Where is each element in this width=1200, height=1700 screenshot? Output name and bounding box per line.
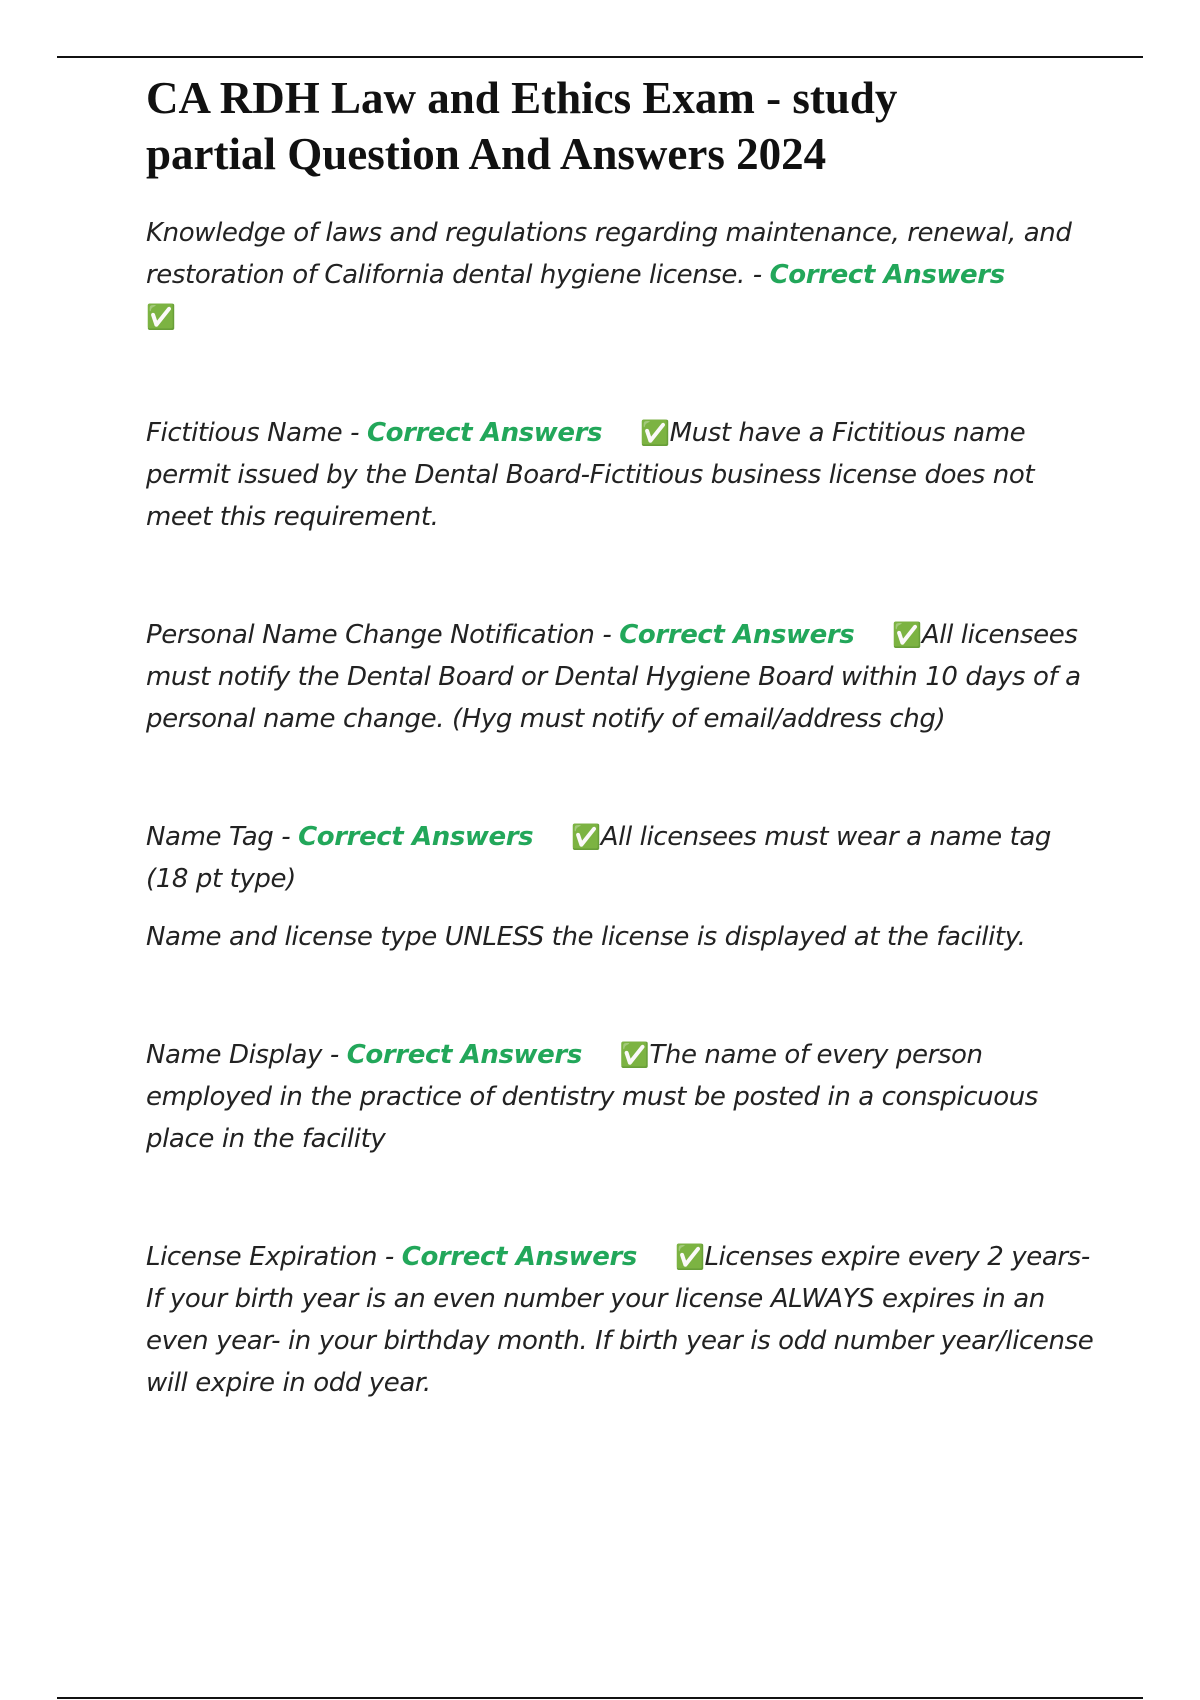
check-icon: ✅ <box>640 419 670 447</box>
correct-answers-label: Correct Answers <box>619 620 855 650</box>
qa-item-name-display <box>146 1034 1096 1160</box>
title-line-2: partial Question And Answers 2024 <box>146 129 827 179</box>
separator: - <box>273 822 299 852</box>
separator: - <box>744 260 770 290</box>
intro-text: Knowledge of laws and regulations regarding maintenance, renewal, and restoration of California dental hygiene license. <box>146 218 1072 290</box>
document-body <box>146 70 1096 1404</box>
qa-term: Name Tag <box>146 822 274 852</box>
check-icon: ✅ <box>146 303 176 331</box>
qa-extra-note: Name and license type UNLESS the license is displayed at the facility. <box>146 922 1026 952</box>
qa-answer: The name of every person employed in the practice of dentistry must be posted in a conspicuous place in the facility <box>146 1040 1038 1154</box>
bottom-rule <box>57 1697 1143 1699</box>
check-icon: ✅ <box>571 823 601 851</box>
qa-item-license-expiration <box>146 1236 1096 1404</box>
qa-term: Personal Name Change Notification <box>146 620 595 650</box>
qa-item-fictitious-name <box>146 412 1096 538</box>
correct-answers-label: Correct Answers <box>401 1242 637 1272</box>
qa-item-personal-name-change <box>146 614 1096 740</box>
separator: - <box>594 620 620 650</box>
correct-answers-label: Correct Answers <box>298 822 534 852</box>
qa-term: Name Display <box>146 1040 323 1070</box>
intro-block <box>146 212 1096 338</box>
check-icon: ✅ <box>892 621 922 649</box>
qa-term: License Expiration <box>146 1242 378 1272</box>
check-icon: ✅ <box>619 1041 650 1069</box>
qa-item-name-tag <box>146 816 1096 958</box>
top-rule <box>57 56 1143 58</box>
correct-answers-label: Correct Answers <box>366 418 603 448</box>
separator: - <box>342 418 367 448</box>
correct-answers-label: Correct Answers <box>346 1040 582 1070</box>
qa-answer: Licenses expire every 2 years- If your birth year is an even number your license ALWAYS expires in an even year- in your birthday month. If birth year is odd number year/license will expire in odd year. <box>146 1242 1094 1398</box>
correct-answers-label: Correct Answers <box>769 260 1005 290</box>
qa-answer: All licensees must wear a name tag (18 pt type) <box>146 822 1051 894</box>
qa-term: Fictitious Name <box>146 418 343 448</box>
page-title <box>146 70 1096 182</box>
separator: - <box>322 1040 347 1070</box>
qa-answer: Must have a Fictitious name permit issued by the Dental Board-Fictitious business license does not meet this requirement. <box>146 418 1035 532</box>
separator: - <box>377 1242 402 1272</box>
check-icon: ✅ <box>674 1243 705 1271</box>
title-line-1: CA RDH Law and Ethics Exam - study <box>146 73 898 123</box>
qa-answer: All licensees must notify the Dental Board or Dental Hygiene Board within 10 days of a personal name change. (Hyg must notify of email/address chg) <box>146 620 1081 734</box>
